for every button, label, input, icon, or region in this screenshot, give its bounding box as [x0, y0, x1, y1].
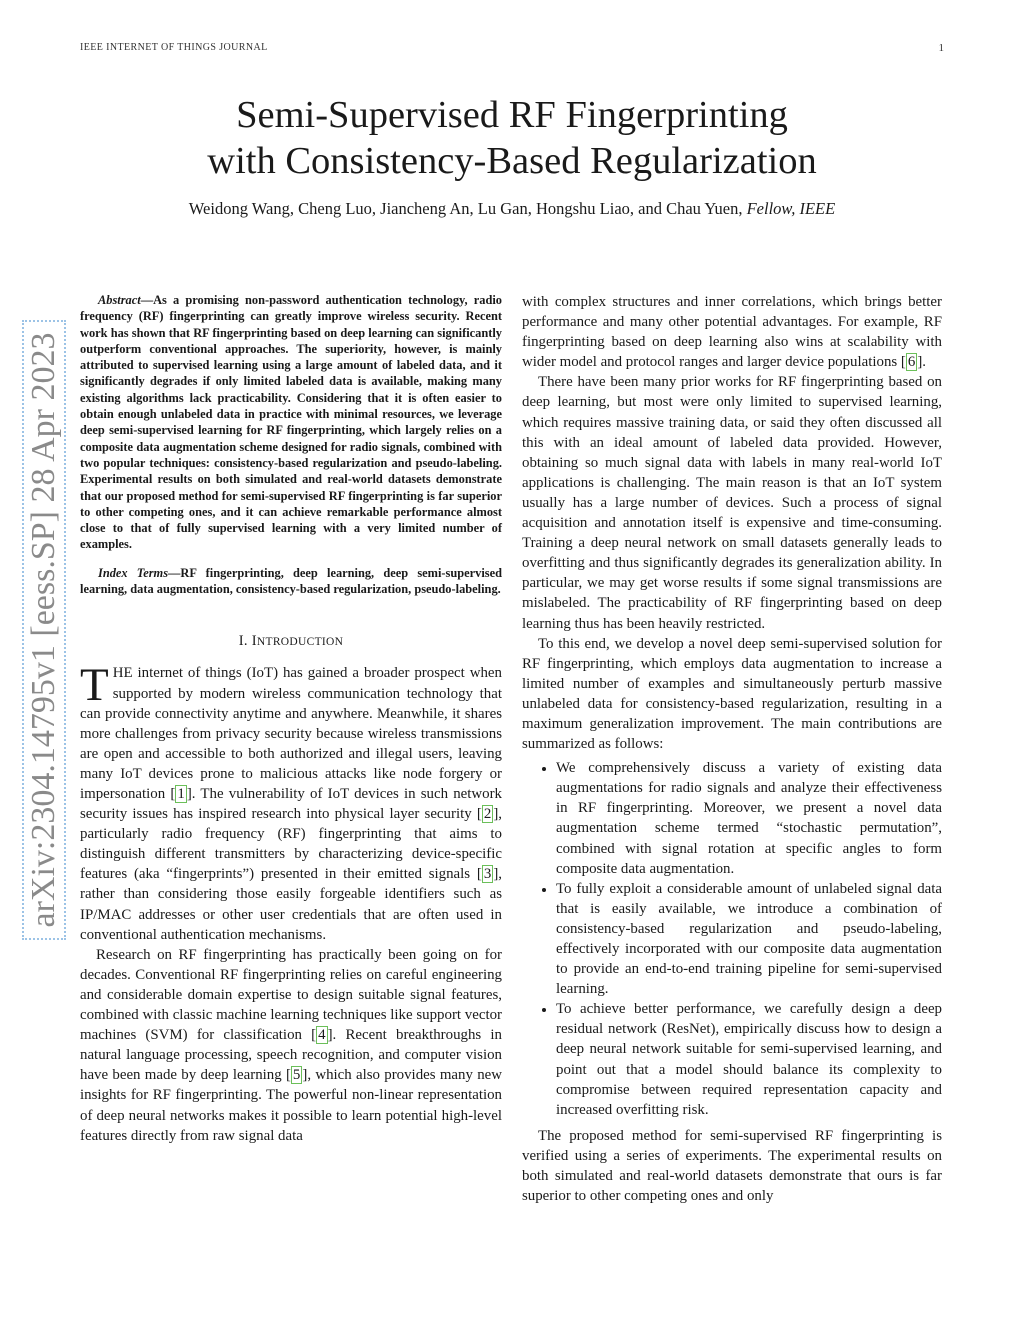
right-column [522, 292, 942, 1206]
right-paragraph-3: To this end, we develop a novel deep semi-supervised solution for RF fingerprinting, which employs data augmentation to increase a limited number of examples and simultaneously perturb massive unlabeled data for consistency-based regularization, resulting in a maximum generalization improvement. The main contributions are summarized as follows: [522, 635, 942, 753]
right-paragraph-2: There have been many prior works for RF fingerprinting based on deep learning, but most were only limited to supervised learning, which requires massive training data, or said they often discussed all this with an ideal amount of labeled data provided. However, obtaining so much signal data with labels in many real-world IoT applications is challenging. The main reason is that an IoT system usually has a large number of devices. Such a process of signal acquisition and annotation itself is expensive and time-consuming. Training a deep neural network on small datasets generally leads to overfitting and thus significantly degrades its generalization ability. In particular, we may get worse results if some signal transmissions are mislabeled. The practicability of RF fingerprinting based on deep learning thus has been heavily restricted. [522, 374, 942, 632]
section-rest: NTRODUCTION [256, 636, 344, 649]
author-fellow: Fellow, IEEE [746, 199, 836, 218]
right-p1-text-b: ]. [917, 354, 927, 371]
abstract-label: Abstract [98, 293, 141, 307]
page-number: 1 [938, 42, 944, 54]
citation-link[interactable]: 2 [483, 806, 492, 823]
abstract [80, 292, 502, 553]
citation-link[interactable]: 5 [292, 1067, 301, 1084]
section-first-letter: I [251, 633, 257, 650]
right-paragraph-4: The proposed method for semi-supervised RF fingerprinting is verified using a series of experiments. The experimental results on both simulated and real-world datasets demonstrate that ours is far superior to other competing ones and only [522, 1127, 942, 1205]
intro-paragraph-1 [80, 659, 503, 944]
title-line-1: Semi-Supervised RF Fingerprinting [236, 94, 788, 136]
section-numeral: I. [238, 633, 248, 650]
section-heading [80, 631, 502, 652]
citation-link[interactable]: 1 [177, 786, 185, 802]
citation-link[interactable]: 6 [907, 354, 916, 371]
running-head: IEEE INTERNET OF THINGS JOURNAL [80, 42, 268, 53]
abstract-text: —As a promising non-password authentication technology, radio frequency (RF) fingerprinting can greatly improve wireless security. Recent work has shown that RF fingerprinting based on deep learning can significantly outperform conventional approaches. The superiority, however, is mainly attributed to supervised learning using a large amount of labeled data, and it significantly degrades if only limited labeled data is available, making many existing algorithms lack practicability. Considering that it is often easier to obtain enough unlabeled data in practice with minimal resources, we leverage deep semi-supervised learning for RF fingerprinting, which largely relies on a composite data augmentation scheme designed for radio signals, combined with two popular techniques: consistency-based regularization and pseudo-labeling. Experimental results on both simulated and real-world datasets demonstrate that our proposed method for semi-supervised RF fingerprinting is far superior to other competing ones, and it can achieve remarkable performance almost close to that of fully supervised learning with a very limited number of examples. [80, 293, 502, 552]
intro-p1-text-b: ]. The vulnerability of IoT devices in such network security issues has inspired research into physical layer security [ [80, 786, 503, 823]
contribution-list [522, 758, 942, 1120]
list-item: • To achieve better performance, we carefully design a deep residual network (ResNet), empirically discuss how to design a deep neural network suitable for semi-supervised learning, and point out that a model should balance its complexity to compromise between required representation capacity and increased overfitting risk. [556, 999, 942, 1120]
intro-p1-text-d: ], rather than considering those easily forgeable identifiers such as IP/MAC addresses or other user credentials that are often used in conventional authentication mechanisms. [80, 866, 502, 943]
intro-p1-text-a: HE internet of things (IoT) has gained a broader prospect when supported by modern wireless communication technology that can provide connectivity anytime and anywhere. Meanwhile, it shares more challenges from privacy security because wireless transmissions are open and accessible to both authorized and illegal users, leaving many IoT devices prone to malicious attacks like node forgery or impersonation [ [80, 665, 502, 802]
index-terms-label: Index Terms [98, 565, 169, 580]
citation-link[interactable]: 3 [483, 866, 492, 883]
intro-p2-text-b: ]. Recent breakthroughs in natural language processing, speech recognition, and computer vision have been made by deep learning [ [80, 1027, 502, 1084]
citation-link[interactable]: 4 [318, 1027, 326, 1044]
index-terms [80, 565, 502, 598]
author-list [0, 199, 1024, 219]
author-names: Weidong Wang, Cheng Luo, Jiancheng An, Lu Gan, Hongshu Liao, and Chau Yuen, [188, 199, 743, 218]
title-line-2: with Consistency-Based Regularization [207, 140, 817, 182]
intro-paragraph-2 [80, 945, 502, 1146]
intro-p1-text-c: ], particularly radio frequency (RF) fingerprinting that aims to distinguish different transmitters by characterizing device-specific features (aka “fingerprints”) presented in their emitted signals [ [80, 806, 502, 883]
right-p1-text-a: with complex structures and inner correlations, which brings better performance and many other potential advantages. For example, RF fingerprinting based on deep learning also wins at scalability with wider model and protocol ranges and larger device populations [ [522, 294, 942, 371]
index-terms-text: —RF fingerprinting, deep learning, deep semi-supervised learning, data augmentation, consistency-based regularization, pseudo-labeling. [80, 565, 503, 597]
paper-title [0, 92, 1024, 184]
arxiv-side-stamp[interactable]: arXiv:2304.14795v1 [eess.SP] 28 Apr 2023 [22, 320, 66, 940]
list-item: • To fully exploit a considerable amount of unlabeled signal data that is easily available, we introduce a combination of consistency-based regularization and pseudo-labeling, effectively incorporated with our composite data augmentation to provide an end-to-end training pipeline for semi-supervised learning. [556, 879, 942, 1000]
right-paragraph-1 [522, 292, 942, 372]
list-item: • We comprehensively discuss a variety of existing data augmentations for radio signals and analyze their effectiveness in RF fingerprinting. Moreover, we present a novel data augmentation scheme termed “stochastic permutation”, combined with signal rotation at specific angles to form composite data augmentation. [556, 758, 942, 879]
intro-p2-text-a: Research on RF fingerprinting has practically been going on for decades. Conventional RF fingerprinting relies on careful engineering and considerable domain expertise to design suitable signal features, combined with classic machine learning techniques like support vector machines (SVM) for classification [ [80, 946, 502, 1044]
drop-cap: T [80, 659, 109, 712]
intro-p2-text-c: ], which also provides many new insights for RF fingerprinting. The powerful non-linear representation of deep neural networks makes it possible to learn potential high-level features directly from raw signal data [80, 1067, 503, 1144]
left-column [80, 292, 502, 1146]
